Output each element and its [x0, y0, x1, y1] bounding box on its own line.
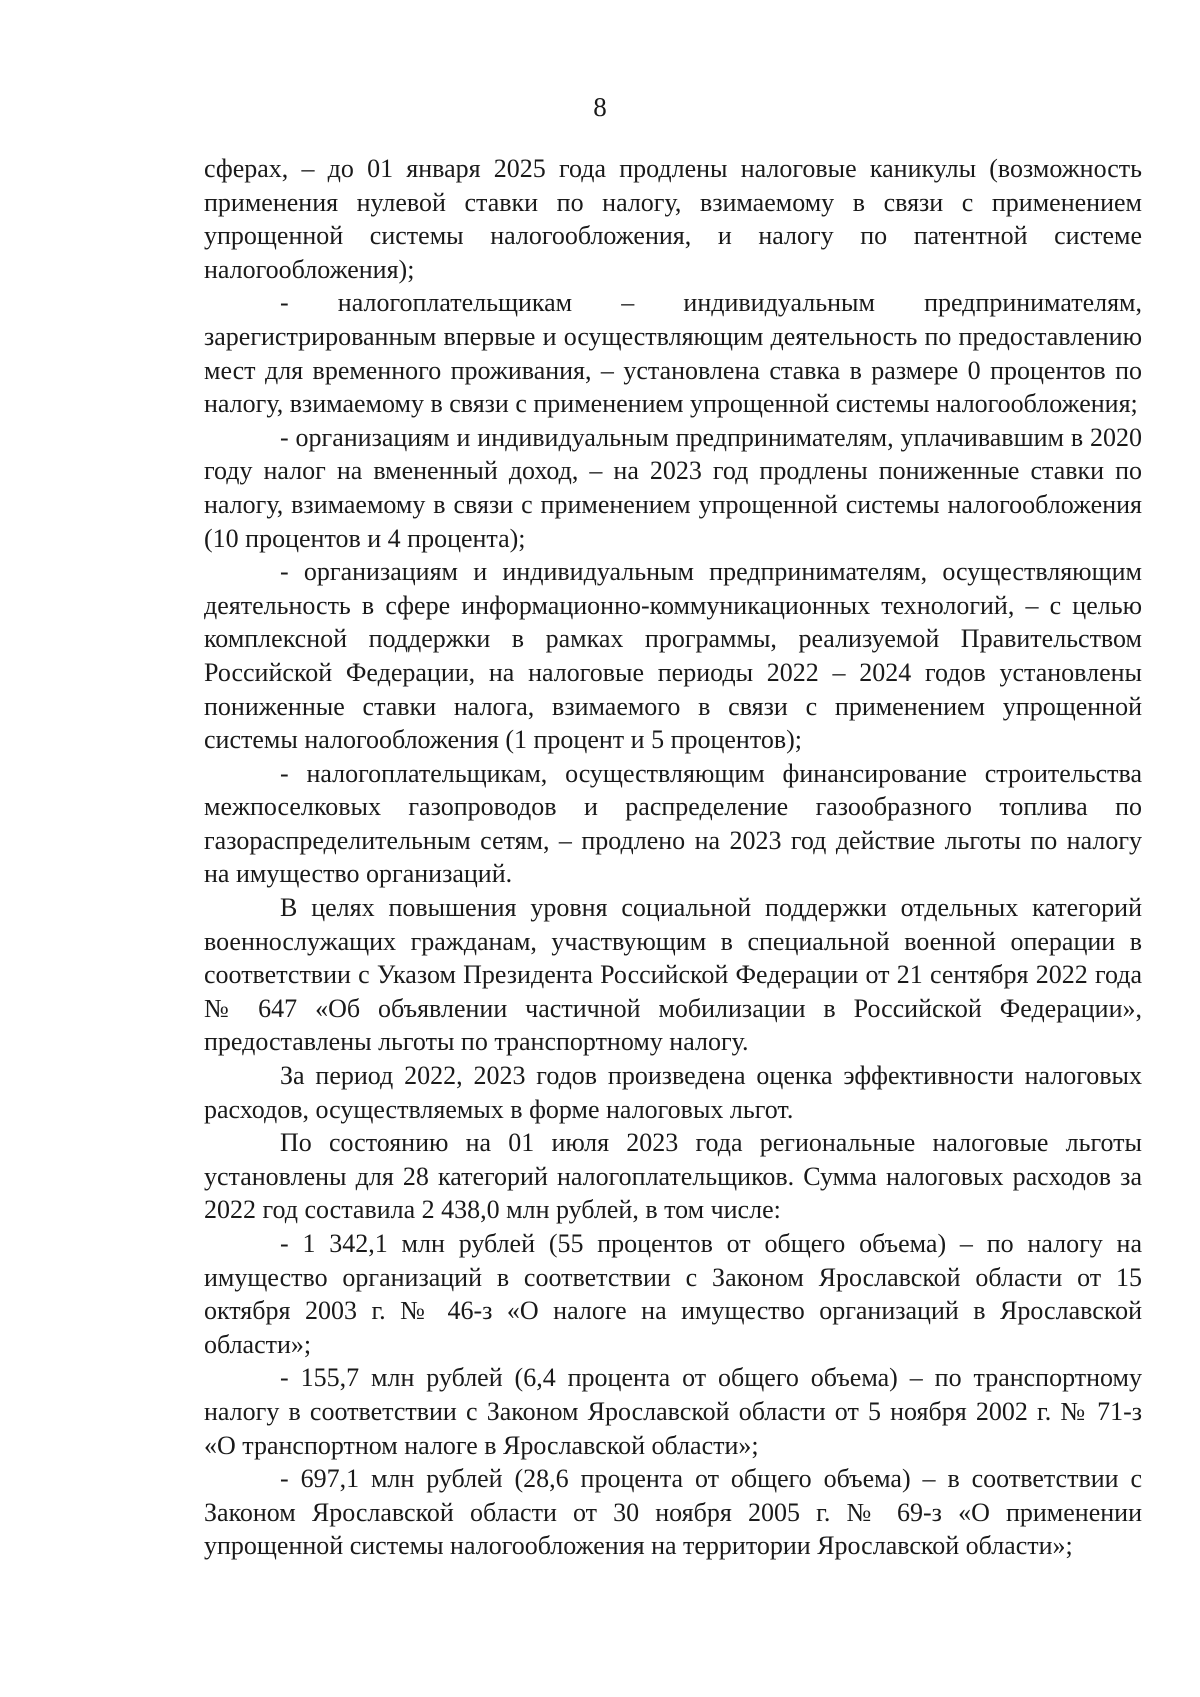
paragraph-efficiency-assessment: За период 2022, 2023 годов произведена оценка эффективности налоговых расходов, осуществляемых в форме налоговых льгот. — [204, 1061, 1142, 1124]
document-body — [204, 152, 1142, 1563]
list-item-gas-pipelines: - налогоплательщикам, осуществляющим финансирование строительства межпоселковых газопроводов и распределение газообразного топлива по газораспределительным сетям, – продлено на 2023 год действие льготы по налогу на имущество организаций. — [204, 758, 1142, 889]
list-item-property-tax: - 1 342,1 млн рублей (55 процентов от общего объема) – по налогу на имущество организаций в соответствии с Законом Ярославской области от 15 октября 2003 г. № 46-з «О налоге на имущество организаций в Ярославской области»; — [204, 1229, 1142, 1359]
list-item-simplified-tax: - 697,1 млн рублей (28,6 процента от общего объема) – в соответствии с Законом Ярославской области от 30 ноября 2005 г. № 69-з «О применении упрощенной системы налогообложения на территории Ярославской области»; — [204, 1464, 1142, 1561]
paragraph-tax-expenditures: По состоянию на 01 июля 2023 года региональные налоговые льготы установлены для 28 категорий налогоплательщиков. Сумма налоговых расходов за 2022 год составила 2 438,0 млн рублей, в том числе: — [204, 1128, 1142, 1225]
page-number: 8 — [593, 92, 607, 122]
list-item-imputed-income: - организациям и индивидуальным предпринимателям, уплачивавшим в 2020 году налог на вмененный доход, – на 2023 год продлены пониженные ставки по налогу, взимаемому в связи с применением упрощенной системы налогообложения (10 процентов и 4 процента); — [204, 422, 1142, 553]
list-item-transport-tax: - 155,7 млн рублей (6,4 процента от общего объема) – по транспортному налогу в соответствии с Законом Ярославской области от 5 ноября 2002 г. № 71-з «О транспортном налоге в Ярославской области»; — [204, 1363, 1142, 1460]
list-item-it-sector: - организациям и индивидуальным предпринимателям, осуществляющим деятельность в сфере информационно-коммуникационных технологий, – с целью комплексной поддержки в рамках программы, реализуемой Правительством Российской Федерации, на налоговые периоды 2022 – 2024 годов установлены пониженные ставки налога, взимаемого в связи с применением упрощенной системы налогообложения (1 процент и 5 процентов); — [204, 557, 1142, 755]
list-item-new-entrepreneurs: - налогоплательщикам – индивидуальным предпринимателям, зарегистрированным впервые и осуществляющим деятельность по предоставлению мест для временного проживания, – установлена ставка в размере 0 процентов по налогу, взимаемому в связи с применением упрощенной системы налогообложения; — [204, 288, 1142, 419]
paragraph-continuation: сферах, – до 01 января 2025 года продлены налоговые каникулы (возможность применения нулевой ставки по налогу, взимаемому в связи с применением упрощенной системы налогообложения, и налогу по патентной системе налогообложения); — [204, 154, 1142, 284]
paragraph-military-support: В целях повышения уровня социальной поддержки отдельных категорий военнослужащих гражданам, участвующим в специальной военной операции в соответствии с Указом Президента Российской Федерации от 21 сентября 2022 года № 647 «Об объявлении частичной мобилизации в Российской Федерации», предоставлены льготы по транспортному налогу. — [204, 893, 1142, 1057]
